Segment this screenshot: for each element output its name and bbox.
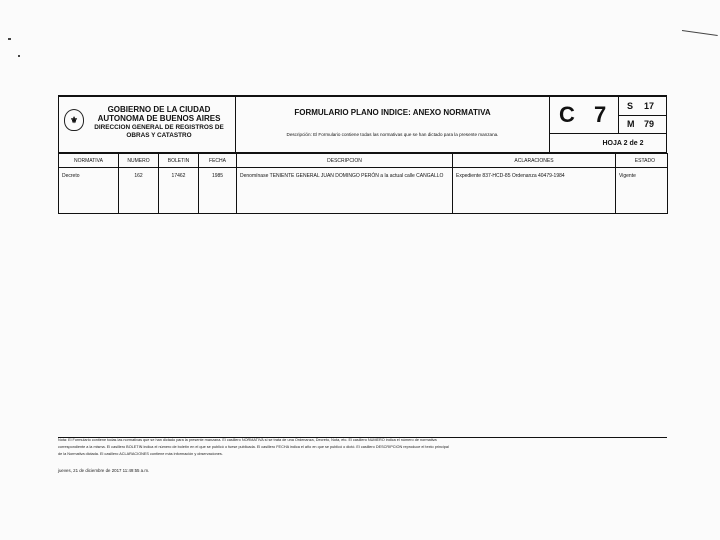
scan-mark-top-left (8, 38, 11, 40)
code-number: 7 (594, 102, 607, 127)
gov-line-2: AUTONOMA DE BUENOS AIRES (97, 114, 221, 123)
circunscripcion-code: C (559, 102, 575, 127)
manzana-label: M (627, 119, 635, 129)
form-title: FORMULARIO PLANO INDICE: ANEXO NORMATIVA (294, 108, 491, 117)
sheet-number (550, 133, 666, 152)
form-description: Descripción: El Formulario contiene todas las normativas que se han dictado para la presente manzana. (286, 132, 499, 137)
scan-mark-left (18, 55, 20, 57)
print-timestamp: jueves, 21 de diciembre de 2017 11:49:55 a.m. (58, 468, 150, 473)
col-header-estado: ESTADO (616, 154, 668, 168)
col-header-boletin: BOLETIN (159, 154, 199, 168)
cell-estado: Vigente (616, 168, 668, 214)
scan-mark-top-right (682, 30, 718, 36)
col-header-descripcion: DESCRIPCION (237, 154, 453, 168)
section-label: S (627, 101, 634, 111)
col-header-fecha: FECHA (199, 154, 237, 168)
manzana-value: 79 (643, 119, 654, 129)
cell-fecha: 1985 (199, 168, 237, 214)
agency-block (59, 97, 236, 152)
cell-boletin: 17462 (159, 168, 199, 214)
sheet-label: HOJA 2 de 2 (602, 140, 644, 147)
footer-note-line-2: correspondiente a la misma. El casillero BOLETIN indica el número de boletín en el que se publicó o fuese publicada. El casillero FECHA indica el año en que se publicó o dictó. El casillero DESCRIPCION reproduce el texto principal (58, 445, 449, 449)
cell-numero: 162 (119, 168, 159, 214)
footer-note-line-3: de la Normativa dictada. El casillero ACLARACIONES contiene más información y observaciones. (58, 452, 223, 456)
table-header-row (59, 154, 668, 168)
col-header-aclaraciones: ACLARACIONES (453, 154, 616, 168)
cell-descripcion: Denomínase TENIENTE GENERAL JUAN DOMINGO PERÓN a la actual calle CANGALLO (237, 168, 453, 214)
section-row (619, 97, 666, 116)
gov-line-3: DIRECCION GENERAL DE REGISTROS DE (94, 124, 224, 131)
manzana-row (619, 115, 666, 133)
cell-aclaraciones: Expediente 837-HCD-85 Ordenanza 40479-1984 (453, 168, 616, 214)
city-seal-icon: ⚜ (64, 109, 84, 131)
section-block (618, 97, 666, 133)
form-header (58, 95, 667, 153)
section-value: 17 (643, 101, 654, 111)
gov-line-1: GOBIERNO DE LA CIUDAD (107, 105, 211, 114)
normativa-table (58, 153, 668, 214)
col-header-numero: NUMERO (119, 154, 159, 168)
gov-line-4: OBRAS Y CATASTRO (126, 132, 192, 139)
footer-note-line-1: Nota: El Formulario contiene todas las normativas que se han dictado para la presente manzana. El casillero NORMATIVA si se trata de una Ordenanza, Decreto, Nota, etc. El casillero NUMERO indica el número de normativa (58, 438, 437, 442)
cell-normativa: Decreto (59, 168, 119, 214)
col-header-normativa: NORMATIVA (59, 154, 119, 168)
table-row (59, 168, 668, 214)
title-block (236, 97, 550, 152)
